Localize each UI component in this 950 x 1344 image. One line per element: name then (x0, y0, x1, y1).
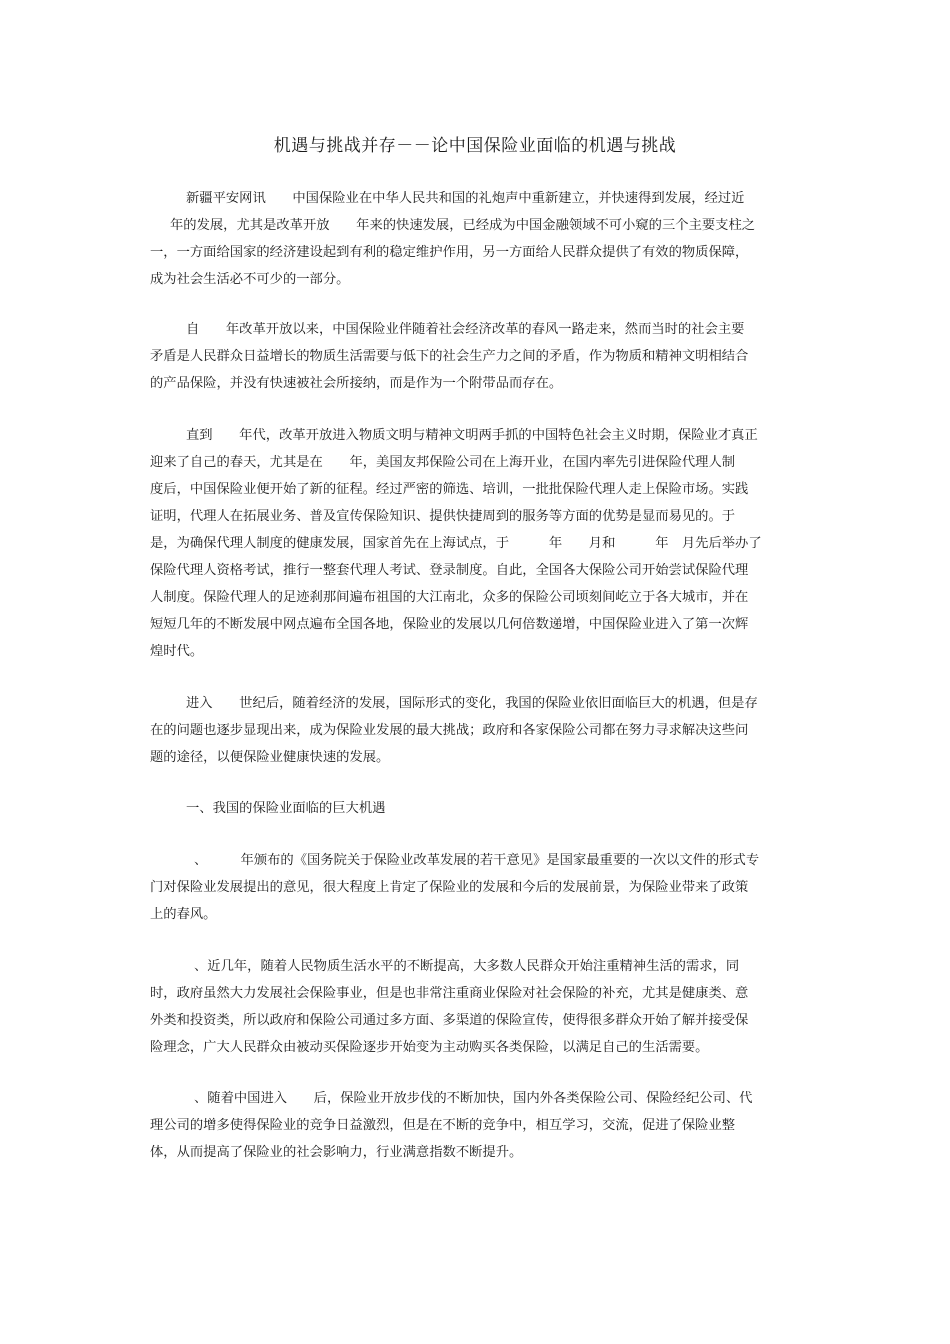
body-text-line: 直到 年代，改革开放进入物质文明与精神文明两手抓的中国特色社会主义时期，保险业才真正 (186, 428, 758, 443)
body-text-line: 的产品保险，并没有快速被社会所接纳，而是作为一个附带品而存在。 (150, 376, 563, 391)
body-text-line: 体，从而提高了保险业的社会影响力，行业满意指数不断提升。 (150, 1145, 523, 1160)
body-text-line: 短短几年的不断发展中网点遍布全国各地，保险业的发展以几何倍数递增，中国保险业进入了第一次辉 (150, 617, 749, 632)
body-text-line: 人制度。保险代理人的足迹刹那间遍布祖国的大江南北，众多的保险公司顷刻间屹立于各大城市，并在 (150, 590, 749, 605)
body-text-line: 在的问题也逐步显现出来，成为保险业发展的最大挑战；政府和各家保险公司都在努力寻求解决这些问 (150, 723, 749, 738)
body-text-line: 题的途径，以便保险业健康快速的发展。 (150, 750, 390, 765)
body-text-line: 、 年颁布的《国务院关于保险业改革发展的若干意见》是国家最重要的一次以文件的形式专 (194, 853, 760, 868)
body-text-line: 险理念，广大人民群众由被动买保险逐步开始变为主动购买各类保险，以满足自己的生活需要。 (150, 1040, 709, 1055)
body-text-line: 成为社会生活必不可少的一部分。 (150, 272, 350, 287)
body-text-line: 理公司的增多使得保险业的竞争日益激烈，但是在不断的竞争中，相互学习，交流，促进了保险业整 (150, 1118, 736, 1133)
body-text-line: 时，政府虽然大力发展社会保险事业，但是也非常注重商业保险对社会保险的补充，尤其是健康类、意 (150, 986, 749, 1001)
section-heading: 一、我国的保险业面临的巨大机遇 (186, 801, 386, 816)
body-text-line: 外类和投资类，所以政府和保险公司通过多方面、多渠道的保险宣传，使得很多群众开始了解并接受保 (150, 1013, 749, 1028)
body-text-line: 、近几年，随着人民物质生活水平的不断提高，大多数人民群众开始注重精神生活的需求，同 (194, 959, 740, 974)
body-text-line: 进入 世纪后，随着经济的发展，国际形式的变化，我国的保险业依旧面临巨大的机遇，但是存 (186, 696, 758, 711)
body-text-line: 一，一方面给国家的经济建设起到有利的稳定维护作用，另一方面给人民群众提供了有效的物质保障， (150, 245, 749, 260)
body-text-line: 证明，代理人在拓展业务、普及宣传保险知识、提供快捷周到的服务等方面的优势是显而易见的。于 (150, 509, 736, 524)
body-text-line: 是，为确保代理人制度的健康发展，国家首先在上海试点，于 年 月和 年 月先后举办了 (150, 536, 762, 551)
body-text-line: 矛盾是人民群众日益增长的物质生活需要与低下的社会生产力之间的矛盾，作为物质和精神文明相结合 (150, 349, 749, 364)
body-text-line: 度后，中国保险业便开始了新的征程。经过严密的筛选、培训，一批批保险代理人走上保险市场。实践 (150, 482, 749, 497)
body-text-line: 煌时代。 (150, 644, 204, 659)
body-text-line: 新疆平安网讯 中国保险业在中华人民共和国的礼炮声中重新建立，并快速得到发展，经过近 (186, 191, 745, 206)
document-title: 机遇与挑战并存－－论中国保险业面临的机遇与挑战 (273, 136, 677, 156)
body-text-line: 自 年改革开放以来，中国保险业伴随着社会经济改革的春风一路走来，然而当时的社会主要 (186, 322, 745, 337)
body-text-line: 上的春风。 (150, 907, 217, 922)
body-text-line: 保险代理人资格考试，推行一整套代理人考试、登录制度。自此，全国各大保险公司开始尝试保险代理 (150, 563, 749, 578)
body-text-line: 、随着中国进入 后，保险业开放步伐的不断加快，国内外各类保险公司、保险经纪公司、代 (194, 1091, 753, 1106)
body-text-line: 迎来了自己的春天，尤其是在 年，美国友邦保险公司在上海开业，在国内率先引进保险代理人制 (150, 455, 736, 470)
body-text-line: 门对保险业发展提出的意见，很大程度上肯定了保险业的发展和今后的发展前景，为保险业带来了政策 (150, 880, 749, 895)
body-text-line: 年的发展，尤其是改革开放 年来的快速发展，已经成为中国金融领域不可小窥的三个主要支柱之 (170, 218, 756, 233)
